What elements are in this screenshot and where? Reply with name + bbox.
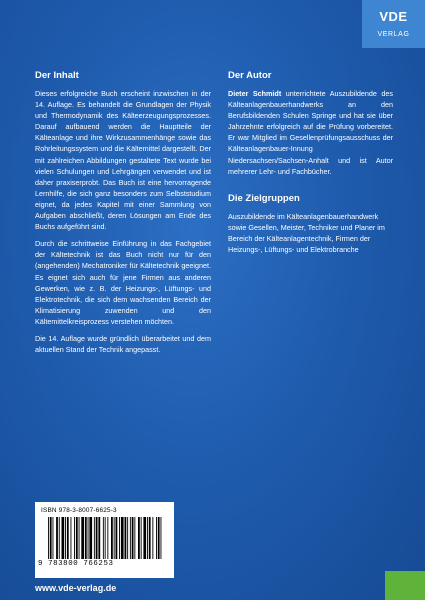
right-column	[228, 70, 393, 261]
logo-subtitle: VERLAG	[377, 31, 410, 38]
inhalt-heading: Der Inhalt	[35, 70, 79, 81]
inhalt-paragraph-1: Dieses erfolgreiche Buch erscheint inzwischen in der 14. Auflage. Es behandelt die Grundlagen der Physik und Thermodynamik des Kälteerzeugungsprozesses. Darauf aufbauend werden die Hauptteile der Kälteanlage und ihre Wirkzusammenhänge sowie das Rohrleitungssystem und die Kältemittel dargestellt. Der mit zahlreichen Abbildungen gestaltete Text wurde bei vielen Schulungen und Lehrgängen verwendet und ist daher praxiserprobt. Das Buch ist eine hervorragende Lernhilfe, die sich ganz besonders zum Selbststudium eignet, da jedes Kapitel mit einer Sammlung von Aufgaben abschließt, deren Lösungen am Ende des Buchs aufgeführt sind.	[35, 89, 211, 232]
isbn-barcode-block	[35, 502, 174, 578]
vde-verlag-logo	[362, 0, 425, 48]
autor-heading: Der Autor	[228, 70, 272, 81]
barcode	[46, 517, 164, 559]
green-accent-bar	[385, 571, 425, 600]
left-column	[35, 70, 211, 361]
logo-mark: VDE	[379, 9, 408, 24]
autor-text	[228, 88, 393, 177]
inhalt-paragraph-3: Die 14. Auflage wurde gründlich überarbeitet und dem aktuellen Stand der Technik angepasst.	[35, 333, 211, 355]
publisher-url[interactable]: www.vde-verlag.de	[35, 583, 117, 593]
zielgruppen-heading: Die Zielgruppen	[228, 192, 300, 204]
zielgruppen-text: Auszubildende im Kälteanlagenbauerhandwerk sowie Gesellen, Meister, Techniker und Planer im Bereich der Kälteanlagentechnik, Firmen der Heizungs-, Lüftungs- und Elektrobranche	[228, 211, 385, 255]
isbn-label: ISBN 978-3-8007-6625-3	[41, 507, 117, 514]
barcode-digits: 9 783800 766253	[38, 560, 114, 568]
inhalt-paragraph-2: Durch die schrittweise Einführung in das Fachgebiet der Kältetechnik ist das Buch nicht nur für den (angehenden) Mechatroniker für Kältetechnik geeignet. Es eignet sich auch für jene Firmen aus anderen Gewerken, wie z. B. der Heizungs-, Lüftungs- und Elektrotechnik, die sich dem wachsenden Bereich der Klimatisierung zuwenden und den Kältemittelkreisprozess verstehen möchten.	[35, 239, 211, 326]
author-bio: unterrichtete Auszubildende des Kälteanlagenbauerhandwerks an den Berufsbildenden Schulen Springe und hat sie über Jahrzehnte erfolgreich auf die Prüfung vorbereitet. Er war Mitglied im Gesellenprüfungsausschuss der Kälteanlagenbauer-Innung Niedersachsen/Sachsen-Anhalt und ist Autor mehrerer Lehr- und Fachbücher.	[228, 89, 393, 176]
author-name: Dieter Schmidt	[228, 89, 282, 98]
